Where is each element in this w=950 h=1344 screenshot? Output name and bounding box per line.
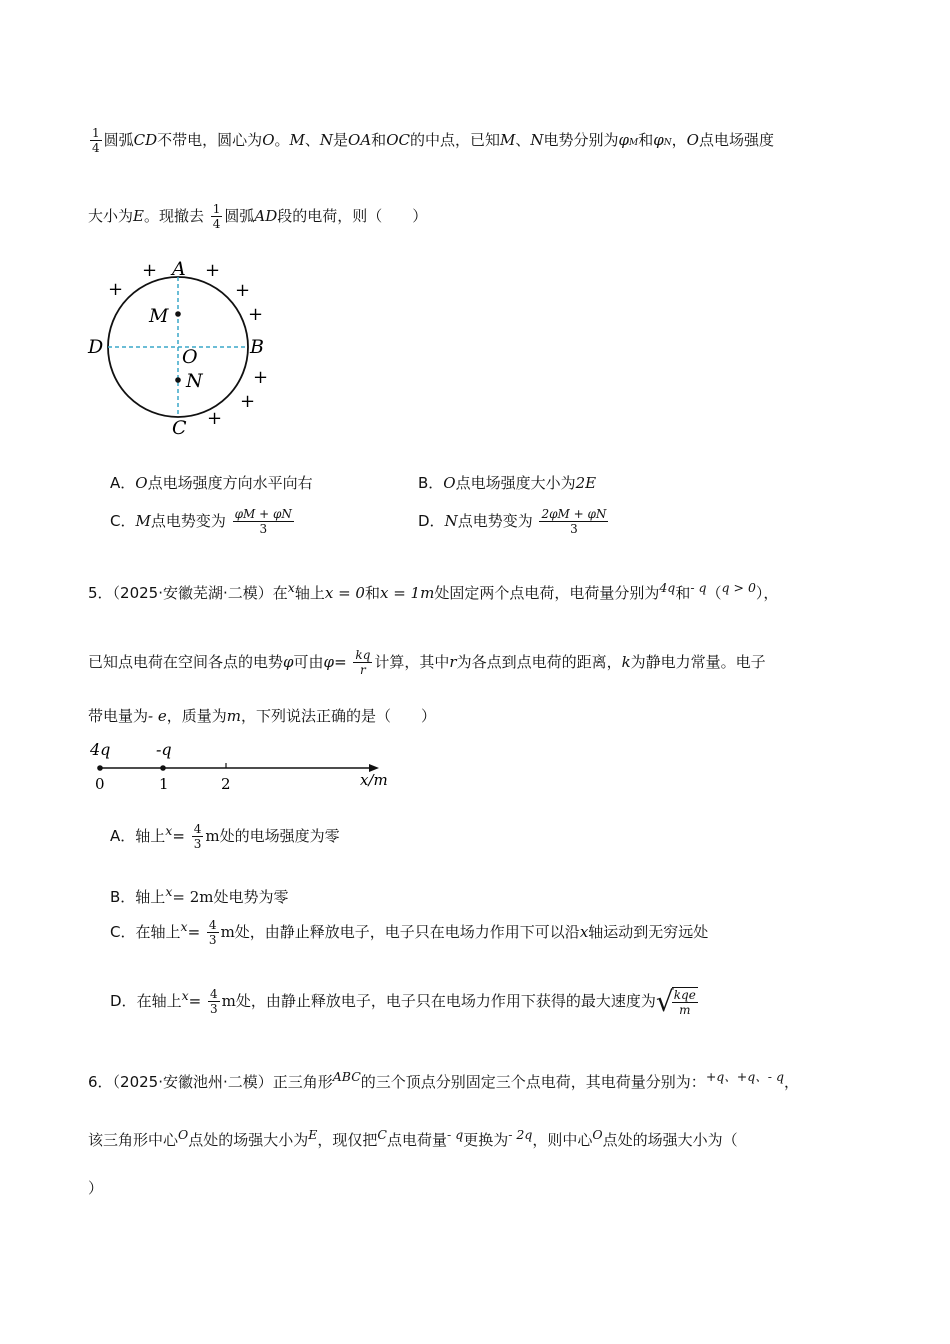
label-m: M [149, 305, 169, 327]
charge-dot-minus-q [160, 765, 166, 771]
sqrt-symbol: √ [655, 985, 674, 1018]
plus-sign: + [108, 279, 124, 300]
point-m-dot [175, 311, 181, 317]
fraction-kqe-m: $\frac{\text{kqe}}{m}$ [673, 987, 696, 1017]
charge-dot-4q [97, 765, 103, 771]
q5-option-b[interactable]: B．轴上$^x$= 2m处电势为零 [110, 884, 289, 906]
plus-sign: + [142, 260, 158, 281]
q4-line1: $\frac{1}{4}$ 圆弧CD不带电，圆心为O。M、N是OA和OC的中点，已知M、N电势分别为φM和φN，O点电场强度 [92, 126, 774, 155]
point-n-dot [175, 377, 181, 383]
q5-option-d[interactable]: D．在轴上$^x$= $\frac{4}{3}$ m处，由静止释放电子，电子只在电场力作用下获得的最大速度为√ $\frac{\text{kqe}}{m}$ [110, 985, 696, 1018]
charge-label-4q: 4q [90, 740, 111, 759]
fraction-four-thirds: $\frac{4}{3}$ [193, 822, 202, 851]
tick-label-0: 0 [95, 775, 105, 793]
plus-sign: + [235, 280, 251, 301]
circle-charge-figure [80, 250, 280, 445]
fraction-c: $\frac{\varphi M + \varphi N}{3}$ [234, 507, 292, 536]
q6-line3: ） [88, 1179, 104, 1197]
label-o: O [182, 346, 198, 368]
q5-line1: 5．（2025·安徽芜湖·二模）在$^x$轴上x = 0和x = 1m处固定两个点电荷，电荷量分别为$^{4q}$和$^{- q}$（$^{q > 0}$）， [88, 580, 779, 602]
fraction-d: $\frac{2\varphi M + \varphi N}{3}$ [541, 507, 607, 536]
label-b: B [250, 336, 264, 358]
label-n: N [186, 370, 203, 392]
tick-label-1: 1 [159, 775, 169, 793]
q4-option-b[interactable]: B．O点电场强度大小为2E [418, 474, 597, 492]
plus-sign: + [248, 304, 264, 325]
label-c: C [172, 417, 187, 439]
label-d: D [88, 336, 104, 358]
q4-option-a[interactable]: A．O点电场强度方向水平向右 [110, 474, 313, 492]
q5-option-c[interactable]: C．在轴上$^x$= $\frac{4}{3}$ m处，由静止释放电子，电子只在电场力作用下可以沿x轴运动到无穷远处 [110, 918, 709, 947]
fraction-kq-r: $\frac{kq}{r}$ [355, 648, 371, 677]
tick-label-2: 2 [221, 775, 231, 793]
fraction-quarter: $\frac{1}{4}$ [92, 126, 100, 155]
q4-option-d[interactable]: D．N点电势变为 $\frac{2\varphi M + \varphi N}{3}$ [418, 507, 607, 536]
plus-sign: + [253, 367, 269, 388]
q6-line2: 该三角形中心$^O$点处的场强大小为$^E$，现仅把$^C$点电荷量$^{- q}$更换为$^{- 2q}$，则中心$^O$点处的场强大小为（ [88, 1127, 738, 1149]
fraction-quarter: $\frac{1}{4}$ [212, 202, 221, 231]
label-a: A [172, 258, 186, 280]
fraction-four-thirds: $\frac{4}{3}$ [210, 987, 218, 1016]
plus-sign: + [240, 391, 256, 412]
q4-option-c[interactable]: C．M点电势变为 $\frac{\varphi M + \varphi N}{3}$ [110, 507, 292, 536]
fraction-four-thirds: $\frac{4}{3}$ [208, 918, 217, 947]
q5-line2: 已知点电荷在空间各点的电势φ可由φ= $\frac{kq}{r}$ 计算，其中r为各点到点电荷的距离，k为静电力常量。电子 [88, 648, 766, 677]
plus-sign: + [207, 408, 223, 429]
q4-line2: 大小为E。现撤去 $\frac{1}{4}$ 圆弧AD段的电荷，则（ ） [88, 202, 428, 231]
plus-sign: + [205, 260, 221, 281]
charge-label-minus-q: -q [156, 740, 172, 759]
x-axis-figure [85, 738, 395, 794]
q5-option-a[interactable]: A．轴上$^x$= $\frac{4}{3}$ m处的电场强度为零 [110, 822, 340, 851]
q6-line1: 6．（2025·安徽池州·二模）正三角形$^{ABC}$的三个顶点分别固定三个点电荷，其电荷量分别为：$^{+q、+q、- q}$， [88, 1069, 799, 1091]
q5-line3: 带电量为- e，质量为m，下列说法正确的是（ ） [88, 707, 436, 725]
axis-label: x/m [360, 771, 388, 789]
